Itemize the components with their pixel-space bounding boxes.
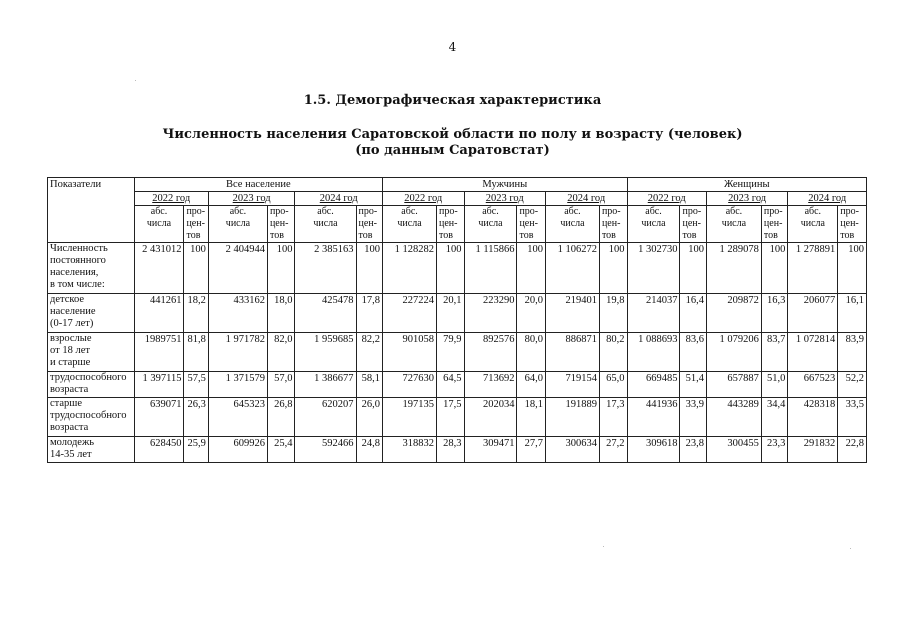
pct-value-cell: 100 — [267, 243, 294, 294]
abs-value-cell: 300634 — [545, 437, 599, 463]
abs-header-line: числа — [641, 218, 666, 229]
pct-value-cell: 28,3 — [437, 437, 464, 463]
abs-value-cell: 2 404944 — [208, 243, 267, 294]
abs-value-cell: 669485 — [627, 372, 680, 398]
table-title — [0, 127, 905, 159]
pct-header — [838, 206, 867, 243]
abs-header — [295, 206, 356, 243]
abs-header-line: абс. — [725, 206, 743, 217]
abs-header — [383, 206, 437, 243]
abs-value-cell: 901058 — [383, 333, 437, 372]
scan-speck — [850, 548, 851, 549]
pct-header — [761, 206, 787, 243]
abs-value-cell: 209872 — [706, 294, 761, 333]
pct-value-cell: 26,8 — [267, 398, 294, 437]
pct-header-line: про- — [269, 206, 289, 217]
abs-value-cell: 1 088693 — [627, 333, 680, 372]
pct-value-cell: 27,2 — [599, 437, 627, 463]
abs-value-cell: 223290 — [464, 294, 517, 333]
abs-value-cell: 433162 — [208, 294, 267, 333]
pct-value-cell: 27,7 — [517, 437, 546, 463]
abs-header-line: абс. — [645, 206, 662, 217]
page-number: 4 — [448, 40, 457, 54]
abs-value-cell: 886871 — [545, 333, 599, 372]
abs-value-cell: 191889 — [545, 398, 599, 437]
abs-value-cell: 620207 — [295, 398, 356, 437]
year-header: 2023 год — [464, 192, 545, 206]
abs-value-cell: 1 106272 — [545, 243, 599, 294]
abs-value-cell: 318832 — [383, 437, 437, 463]
pct-header — [356, 206, 383, 243]
pct-header-line: тов — [186, 230, 201, 241]
pct-value-cell: 23,3 — [761, 437, 787, 463]
pct-header — [437, 206, 464, 243]
abs-value-cell: 227224 — [383, 294, 437, 333]
row-label-line: взрослые — [50, 333, 92, 344]
row-label — [48, 437, 135, 463]
pct-value-cell: 52,2 — [838, 372, 867, 398]
abs-value-cell: 1 371579 — [208, 372, 267, 398]
abs-header — [464, 206, 517, 243]
abs-value-cell: 1 959685 — [295, 333, 356, 372]
abs-header — [134, 206, 184, 243]
pct-value-cell: 83,9 — [838, 333, 867, 372]
pct-value-cell: 26,3 — [184, 398, 208, 437]
row-label-line: трудоспособного — [50, 410, 127, 421]
abs-header-line: абс. — [401, 206, 418, 217]
abs-value-cell: 1 289078 — [706, 243, 761, 294]
pct-header-line: цен- — [186, 218, 205, 229]
pct-value-cell: 25,9 — [184, 437, 208, 463]
pct-value-cell: 33,9 — [680, 398, 706, 437]
pct-header-line: про- — [763, 206, 783, 217]
pct-header-line: тов — [519, 230, 534, 241]
abs-value-cell: 291832 — [788, 437, 838, 463]
pct-header-line: про- — [682, 206, 702, 217]
pct-header-line: тов — [358, 230, 373, 241]
row-label-line: в том числе: — [50, 279, 105, 290]
group-header-all: Все население — [134, 178, 382, 192]
row-label-line: населения, — [50, 267, 99, 278]
abs-value-cell: 197135 — [383, 398, 437, 437]
abs-value-cell: 300455 — [706, 437, 761, 463]
row-label — [48, 294, 135, 333]
abs-value-cell: 1 397115 — [134, 372, 184, 398]
abs-value-cell: 1 072814 — [788, 333, 838, 372]
pct-value-cell: 33,5 — [838, 398, 867, 437]
pct-value-cell: 18,1 — [517, 398, 546, 437]
row-label-line: старше — [50, 398, 83, 409]
abs-header-line: числа — [225, 218, 251, 229]
abs-header-line: абс. — [229, 206, 247, 217]
pct-value-cell: 82,2 — [356, 333, 383, 372]
abs-value-cell: 713692 — [464, 372, 517, 398]
abs-header-line: числа — [721, 218, 747, 229]
abs-value-cell: 628450 — [134, 437, 184, 463]
pct-value-cell: 26,0 — [356, 398, 383, 437]
pct-value-cell: 16,4 — [680, 294, 706, 333]
year-header: 2023 год — [208, 192, 295, 206]
row-label — [48, 398, 135, 437]
row-label-line: трудоспособного — [50, 372, 127, 383]
abs-header-line: числа — [560, 218, 585, 229]
pct-value-cell: 79,9 — [437, 333, 464, 372]
abs-value-cell: 309471 — [464, 437, 517, 463]
pct-value-cell: 19,8 — [599, 294, 627, 333]
population-table — [47, 177, 867, 463]
pct-header-line: цен- — [439, 218, 458, 229]
pct-header — [517, 206, 546, 243]
pct-value-cell: 64,5 — [437, 372, 464, 398]
abs-value-cell: 639071 — [134, 398, 184, 437]
pct-header-line: цен- — [601, 218, 621, 229]
pct-value-cell: 100 — [838, 243, 867, 294]
pct-value-cell: 57,0 — [267, 372, 294, 398]
abs-value-cell: 2 385163 — [295, 243, 356, 294]
pct-value-cell: 17,5 — [437, 398, 464, 437]
pct-value-cell: 82,0 — [267, 333, 294, 372]
abs-value-cell: 609926 — [208, 437, 267, 463]
pct-header-line: цен- — [269, 218, 289, 229]
pct-value-cell: 17,3 — [599, 398, 627, 437]
pct-value-cell: 83,6 — [680, 333, 706, 372]
pct-value-cell: 100 — [680, 243, 706, 294]
abs-value-cell: 202034 — [464, 398, 517, 437]
pct-value-cell: 81,8 — [184, 333, 208, 372]
group-header-row — [48, 178, 867, 192]
pct-header-line: про- — [439, 206, 458, 217]
row-label-line: от 18 лет — [50, 345, 90, 356]
pct-value-cell: 100 — [517, 243, 546, 294]
table-title-line-2: (по данным Саратовстат) — [355, 143, 550, 158]
pct-header-line: цен- — [358, 218, 378, 229]
abs-value-cell: 1 386677 — [295, 372, 356, 398]
abs-header — [706, 206, 761, 243]
abs-value-cell: 2 431012 — [134, 243, 184, 294]
abs-value-cell: 425478 — [295, 294, 356, 333]
abs-value-cell: 657887 — [706, 372, 761, 398]
row-label-line: Численность — [50, 243, 108, 254]
pct-header-line: тов — [840, 230, 855, 241]
year-header: 2023 год — [706, 192, 787, 206]
abs-value-cell: 443289 — [706, 398, 761, 437]
pct-value-cell: 18,0 — [267, 294, 294, 333]
pct-header-line: тов — [269, 230, 284, 241]
pct-header-line: тов — [763, 230, 778, 241]
pct-header — [267, 206, 294, 243]
abs-header — [545, 206, 599, 243]
pct-value-cell: 80,0 — [517, 333, 546, 372]
year-header: 2022 год — [383, 192, 464, 206]
abs-header-line: абс. — [564, 206, 581, 217]
pct-value-cell: 51,0 — [761, 372, 787, 398]
abs-value-cell: 1 278891 — [788, 243, 838, 294]
year-header: 2024 год — [788, 192, 867, 206]
row-label-line: детское — [50, 294, 84, 305]
pct-value-cell: 23,8 — [680, 437, 706, 463]
row-label-line: постоянного — [50, 255, 106, 266]
pct-value-cell: 100 — [437, 243, 464, 294]
abs-value-cell: 428318 — [788, 398, 838, 437]
pct-value-cell: 100 — [599, 243, 627, 294]
pct-value-cell: 24,8 — [356, 437, 383, 463]
table-row — [48, 372, 867, 398]
pct-header-line: цен- — [519, 218, 538, 229]
pct-header — [599, 206, 627, 243]
abs-value-cell: 645323 — [208, 398, 267, 437]
abs-value-cell: 1 128282 — [383, 243, 437, 294]
abs-value-cell: 441936 — [627, 398, 680, 437]
abs-value-cell: 1 302730 — [627, 243, 680, 294]
abs-header-line: числа — [478, 218, 503, 229]
row-label-line: возраста — [50, 422, 89, 433]
group-header-women: Женщины — [627, 178, 866, 192]
pct-header-line: про- — [840, 206, 859, 217]
abs-value-cell: 1 115866 — [464, 243, 517, 294]
pct-value-cell: 51,4 — [680, 372, 706, 398]
pct-header — [680, 206, 706, 243]
pct-value-cell: 16,3 — [761, 294, 787, 333]
year-header: 2024 год — [545, 192, 627, 206]
pct-value-cell: 34,4 — [761, 398, 787, 437]
abs-value-cell: 1 079206 — [706, 333, 761, 372]
pct-header-line: тов — [439, 230, 453, 241]
pct-value-cell: 57,5 — [184, 372, 208, 398]
pct-value-cell: 58,1 — [356, 372, 383, 398]
abs-value-cell: 219401 — [545, 294, 599, 333]
row-label-line: возраста — [50, 384, 89, 395]
unit-header-row — [48, 206, 867, 243]
row-label — [48, 372, 135, 398]
pct-value-cell: 83,7 — [761, 333, 787, 372]
scan-speck — [603, 546, 604, 547]
abs-value-cell: 892576 — [464, 333, 517, 372]
table-row — [48, 294, 867, 333]
abs-value-cell: 592466 — [295, 437, 356, 463]
pct-value-cell: 100 — [184, 243, 208, 294]
pct-header — [184, 206, 208, 243]
abs-value-cell: 667523 — [788, 372, 838, 398]
abs-value-cell: 1 971782 — [208, 333, 267, 372]
table-row — [48, 333, 867, 372]
abs-value-cell: 441261 — [134, 294, 184, 333]
pct-header-line: цен- — [682, 218, 701, 229]
abs-value-cell: 1989751 — [134, 333, 184, 372]
table-title-line-1: Численность населения Саратовской области по полу и возрасту (человек) — [162, 127, 743, 142]
row-label-line: 14-35 лет — [50, 449, 92, 460]
abs-header-line: абс. — [804, 206, 822, 217]
abs-value-cell: 206077 — [788, 294, 838, 333]
year-header-row — [48, 192, 867, 206]
abs-header-line: абс. — [482, 206, 499, 217]
pct-header-line: про- — [601, 206, 621, 217]
abs-header — [208, 206, 267, 243]
abs-value-cell: 727630 — [383, 372, 437, 398]
abs-header-line: числа — [313, 218, 338, 229]
year-header: 2022 год — [627, 192, 706, 206]
scan-speck — [135, 80, 136, 81]
abs-value-cell: 719154 — [545, 372, 599, 398]
row-label-line: и старше — [50, 357, 91, 368]
abs-value-cell: 309618 — [627, 437, 680, 463]
pct-value-cell: 100 — [356, 243, 383, 294]
row-label-line: (0-17 лет) — [50, 318, 94, 329]
year-header: 2022 год — [134, 192, 208, 206]
row-label-line: молодежь — [50, 437, 94, 448]
pct-value-cell: 18,2 — [184, 294, 208, 333]
pct-header-line: тов — [682, 230, 697, 241]
pct-value-cell: 20,0 — [517, 294, 546, 333]
abs-header-line: числа — [397, 218, 422, 229]
pct-value-cell: 20,1 — [437, 294, 464, 333]
pct-value-cell: 100 — [761, 243, 787, 294]
pct-header-line: цен- — [840, 218, 859, 229]
pct-value-cell: 16,1 — [838, 294, 867, 333]
table-row — [48, 437, 867, 463]
pct-header-line: про- — [186, 206, 206, 217]
pct-value-cell: 22,8 — [838, 437, 867, 463]
table-row — [48, 243, 867, 294]
row-label — [48, 243, 135, 294]
abs-header-line: абс. — [150, 206, 168, 217]
pct-header-line: про- — [519, 206, 539, 217]
row-label-line: население — [50, 306, 96, 317]
abs-header-line: абс. — [317, 206, 334, 217]
row-label — [48, 333, 135, 372]
abs-header — [627, 206, 680, 243]
pct-header-line: про- — [358, 206, 378, 217]
table-row — [48, 398, 867, 437]
pct-header-line: тов — [601, 230, 616, 241]
pct-value-cell: 65,0 — [599, 372, 627, 398]
pct-value-cell: 80,2 — [599, 333, 627, 372]
pct-value-cell: 25,4 — [267, 437, 294, 463]
section-title: 1.5. Демографическая характеристика — [303, 93, 602, 108]
indicator-header: Показатели — [48, 178, 135, 243]
abs-header-line: числа — [800, 218, 825, 229]
group-header-men: Мужчины — [383, 178, 627, 192]
abs-header — [788, 206, 838, 243]
pct-value-cell: 17,8 — [356, 294, 383, 333]
pct-header-line: цен- — [763, 218, 783, 229]
abs-value-cell: 214037 — [627, 294, 680, 333]
abs-header-line: числа — [146, 218, 172, 229]
year-header: 2024 год — [295, 192, 383, 206]
pct-value-cell: 64,0 — [517, 372, 546, 398]
